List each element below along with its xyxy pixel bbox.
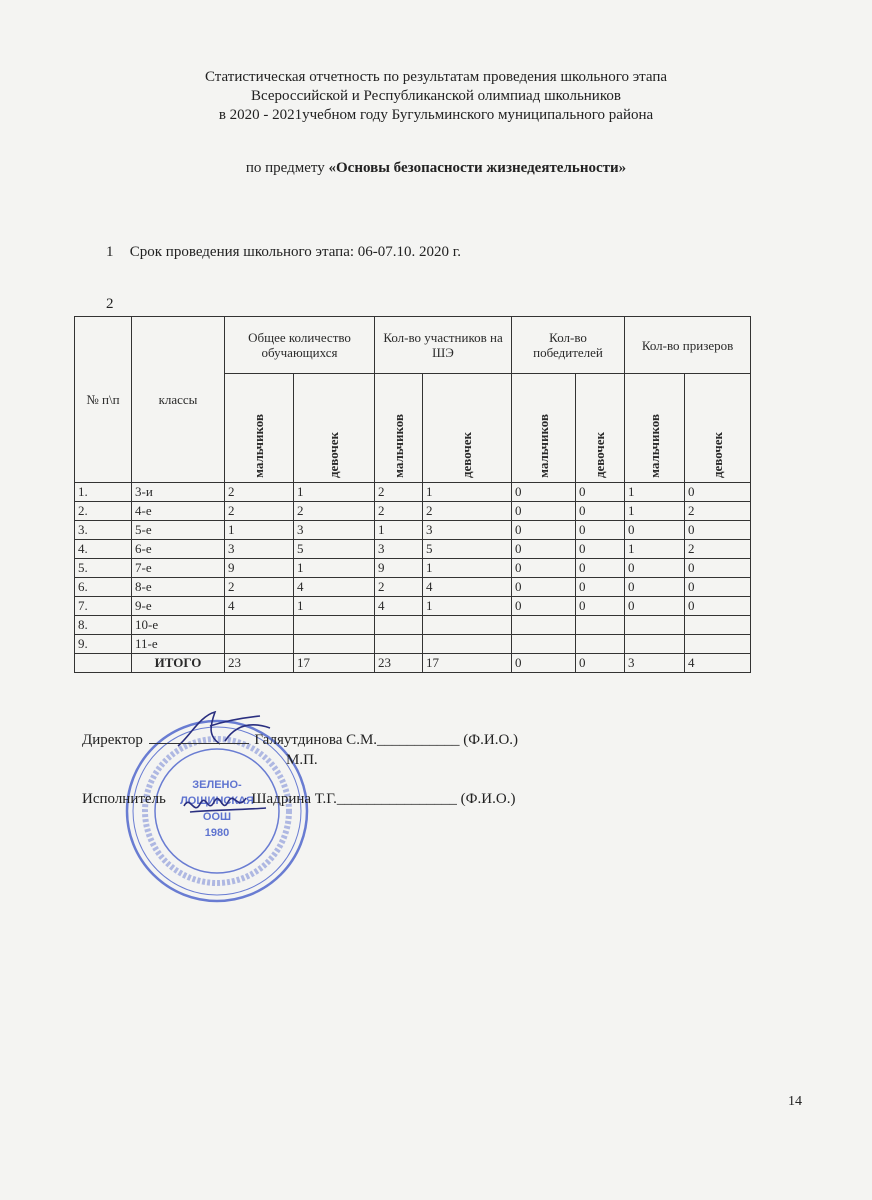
row-value bbox=[512, 616, 576, 635]
table-row bbox=[75, 502, 751, 521]
row-value: 2 bbox=[375, 578, 423, 597]
row-value: 2 bbox=[685, 540, 751, 559]
row-value: 0 bbox=[685, 483, 751, 502]
row-value: 0 bbox=[512, 502, 576, 521]
signature-line bbox=[149, 743, 249, 744]
row-value bbox=[685, 635, 751, 654]
row-value bbox=[685, 616, 751, 635]
row-value: 9 bbox=[375, 559, 423, 578]
header-total-students: Общее количество обучающихся bbox=[225, 317, 375, 374]
row-number: 8. bbox=[75, 616, 132, 635]
total-value: 4 bbox=[685, 654, 751, 673]
row-value: 0 bbox=[685, 521, 751, 540]
total-value: 23 bbox=[375, 654, 423, 673]
row-class: 7-е bbox=[132, 559, 225, 578]
row-number: 4. bbox=[75, 540, 132, 559]
row-value: 1 bbox=[294, 559, 375, 578]
table-row bbox=[75, 578, 751, 597]
row-value: 0 bbox=[685, 578, 751, 597]
row-value: 0 bbox=[685, 597, 751, 616]
executor-label: Исполнитель bbox=[82, 791, 166, 807]
header-number: № п\п bbox=[75, 317, 132, 483]
row-value bbox=[576, 616, 625, 635]
row-value: 2 bbox=[225, 578, 294, 597]
row-value: 3 bbox=[225, 540, 294, 559]
row-value: 3 bbox=[375, 540, 423, 559]
header-prize-winners: Кол-во призеров bbox=[625, 317, 751, 374]
title-line-2: Всероссийской и Республиканской олимпиад школьников bbox=[251, 88, 621, 104]
row-value: 4 bbox=[294, 578, 375, 597]
row-class: 3-и bbox=[132, 483, 225, 502]
row-value: 0 bbox=[512, 578, 576, 597]
stamp-text: ЛОЩИНСКАЯ bbox=[180, 795, 254, 807]
row-value: 2 bbox=[375, 502, 423, 521]
stamp-text: ООШ bbox=[202, 811, 232, 823]
page-number: 14 bbox=[788, 1094, 802, 1109]
total-row bbox=[75, 654, 751, 673]
row-value: 2 bbox=[423, 502, 512, 521]
row-value: 2 bbox=[294, 502, 375, 521]
row-value: 0 bbox=[512, 483, 576, 502]
subheader-girls: девочек bbox=[576, 374, 625, 483]
subheader-girls: девочек bbox=[294, 374, 375, 483]
row-value: 2 bbox=[685, 502, 751, 521]
table-row bbox=[75, 616, 751, 635]
row-value: 0 bbox=[512, 597, 576, 616]
row-class: 5-е bbox=[132, 521, 225, 540]
row-value: 0 bbox=[625, 578, 685, 597]
row-value bbox=[375, 635, 423, 654]
total-value: 17 bbox=[294, 654, 375, 673]
list-item-text: Срок проведения школьного этапа: 06-07.10. 2020 г. bbox=[129, 244, 461, 260]
table-row bbox=[75, 521, 751, 540]
row-value bbox=[625, 635, 685, 654]
row-value bbox=[294, 635, 375, 654]
stamp-text: ЗЕЛЕНО- bbox=[192, 779, 242, 791]
row-value: 0 bbox=[576, 521, 625, 540]
row-value bbox=[423, 635, 512, 654]
row-value: 1 bbox=[375, 521, 423, 540]
director-label: Директор bbox=[82, 732, 143, 748]
row-class: 6-е bbox=[132, 540, 225, 559]
row-value: 0 bbox=[576, 540, 625, 559]
table-row bbox=[75, 559, 751, 578]
title-line-1: Статистическая отчетность по результатам проведения школьного этапа bbox=[204, 69, 668, 85]
row-number: 2. bbox=[75, 502, 132, 521]
row-value bbox=[225, 616, 294, 635]
executor-name: Шадрина Т.Г.________________ (Ф.И.О.) bbox=[251, 791, 516, 807]
row-value: 1 bbox=[294, 597, 375, 616]
subheader-boys: мальчиков bbox=[512, 374, 576, 483]
subheader-girls: девочек bbox=[423, 374, 512, 483]
row-value: 0 bbox=[512, 540, 576, 559]
subheader-boys: мальчиков bbox=[375, 374, 423, 483]
row-value: 1 bbox=[625, 540, 685, 559]
row-value: 1 bbox=[294, 483, 375, 502]
row-value: 2 bbox=[225, 483, 294, 502]
subject-name: «Основы безопасности жизнедеятельности» bbox=[328, 160, 627, 176]
list-item bbox=[106, 296, 126, 313]
row-value: 0 bbox=[625, 559, 685, 578]
row-value: 1 bbox=[423, 597, 512, 616]
list-item bbox=[106, 244, 461, 261]
row-value: 9 bbox=[225, 559, 294, 578]
row-value: 1 bbox=[625, 502, 685, 521]
row-class: 8-е bbox=[132, 578, 225, 597]
row-value: 0 bbox=[576, 597, 625, 616]
row-value bbox=[225, 635, 294, 654]
total-value: 0 bbox=[576, 654, 625, 673]
table-row bbox=[75, 635, 751, 654]
row-value: 0 bbox=[685, 559, 751, 578]
row-number: 6. bbox=[75, 578, 132, 597]
row-value: 0 bbox=[625, 597, 685, 616]
total-value: 23 bbox=[225, 654, 294, 673]
total-value: 0 bbox=[512, 654, 576, 673]
row-number: 9. bbox=[75, 635, 132, 654]
executor-row bbox=[82, 791, 515, 808]
total-empty-cell bbox=[75, 654, 132, 673]
row-class: 4-е bbox=[132, 502, 225, 521]
statistics-table bbox=[74, 316, 751, 673]
row-value: 1 bbox=[225, 521, 294, 540]
row-class: 11-е bbox=[132, 635, 225, 654]
stamp-text: 1980 bbox=[204, 827, 230, 839]
seal-label: М.П. bbox=[286, 752, 318, 768]
director-name: Галяутдинова С.М.___________ (Ф.И.О.) bbox=[254, 732, 519, 748]
row-class: 10-е bbox=[132, 616, 225, 635]
row-number: 7. bbox=[75, 597, 132, 616]
table-row bbox=[75, 540, 751, 559]
row-value: 2 bbox=[375, 483, 423, 502]
row-value: 0 bbox=[576, 559, 625, 578]
header-winners: Кол-во победителей bbox=[512, 317, 625, 374]
total-value: 17 bbox=[423, 654, 512, 673]
total-value: 3 bbox=[625, 654, 685, 673]
row-value bbox=[375, 616, 423, 635]
row-number: 5. bbox=[75, 559, 132, 578]
total-label: ИТОГО bbox=[132, 654, 225, 673]
list-item-number: 1 bbox=[106, 244, 114, 260]
row-value: 5 bbox=[423, 540, 512, 559]
row-value: 0 bbox=[576, 578, 625, 597]
row-value bbox=[294, 616, 375, 635]
row-value: 0 bbox=[576, 483, 625, 502]
table-row bbox=[75, 597, 751, 616]
report-title bbox=[0, 68, 872, 125]
header-participants: Кол-во участников на ШЭ bbox=[375, 317, 512, 374]
subheader-boys: мальчиков bbox=[225, 374, 294, 483]
subheader-boys: мальчиков bbox=[625, 374, 685, 483]
row-value: 0 bbox=[576, 502, 625, 521]
row-value: 3 bbox=[294, 521, 375, 540]
director-row bbox=[82, 732, 518, 749]
row-value: 0 bbox=[512, 521, 576, 540]
row-value bbox=[423, 616, 512, 635]
header-classes: классы bbox=[132, 317, 225, 483]
subheader-girls: девочек bbox=[685, 374, 751, 483]
row-value: 2 bbox=[225, 502, 294, 521]
title-line-3: в 2020 - 2021учебном году Бугульминского муниципального района bbox=[218, 107, 654, 123]
row-value bbox=[625, 616, 685, 635]
row-value bbox=[576, 635, 625, 654]
row-value: 4 bbox=[423, 578, 512, 597]
table-row bbox=[75, 483, 751, 502]
row-class: 9-е bbox=[132, 597, 225, 616]
row-value: 4 bbox=[225, 597, 294, 616]
row-value: 1 bbox=[423, 559, 512, 578]
row-value bbox=[512, 635, 576, 654]
row-value: 0 bbox=[512, 559, 576, 578]
row-value: 1 bbox=[625, 483, 685, 502]
list-item-number: 2 bbox=[106, 296, 114, 312]
subject-prefix: по предмету bbox=[245, 160, 329, 176]
row-value: 5 bbox=[294, 540, 375, 559]
row-value: 4 bbox=[375, 597, 423, 616]
row-number: 3. bbox=[75, 521, 132, 540]
row-value: 1 bbox=[423, 483, 512, 502]
row-value: 3 bbox=[423, 521, 512, 540]
subject-line bbox=[0, 160, 872, 177]
row-number: 1. bbox=[75, 483, 132, 502]
row-value: 0 bbox=[625, 521, 685, 540]
